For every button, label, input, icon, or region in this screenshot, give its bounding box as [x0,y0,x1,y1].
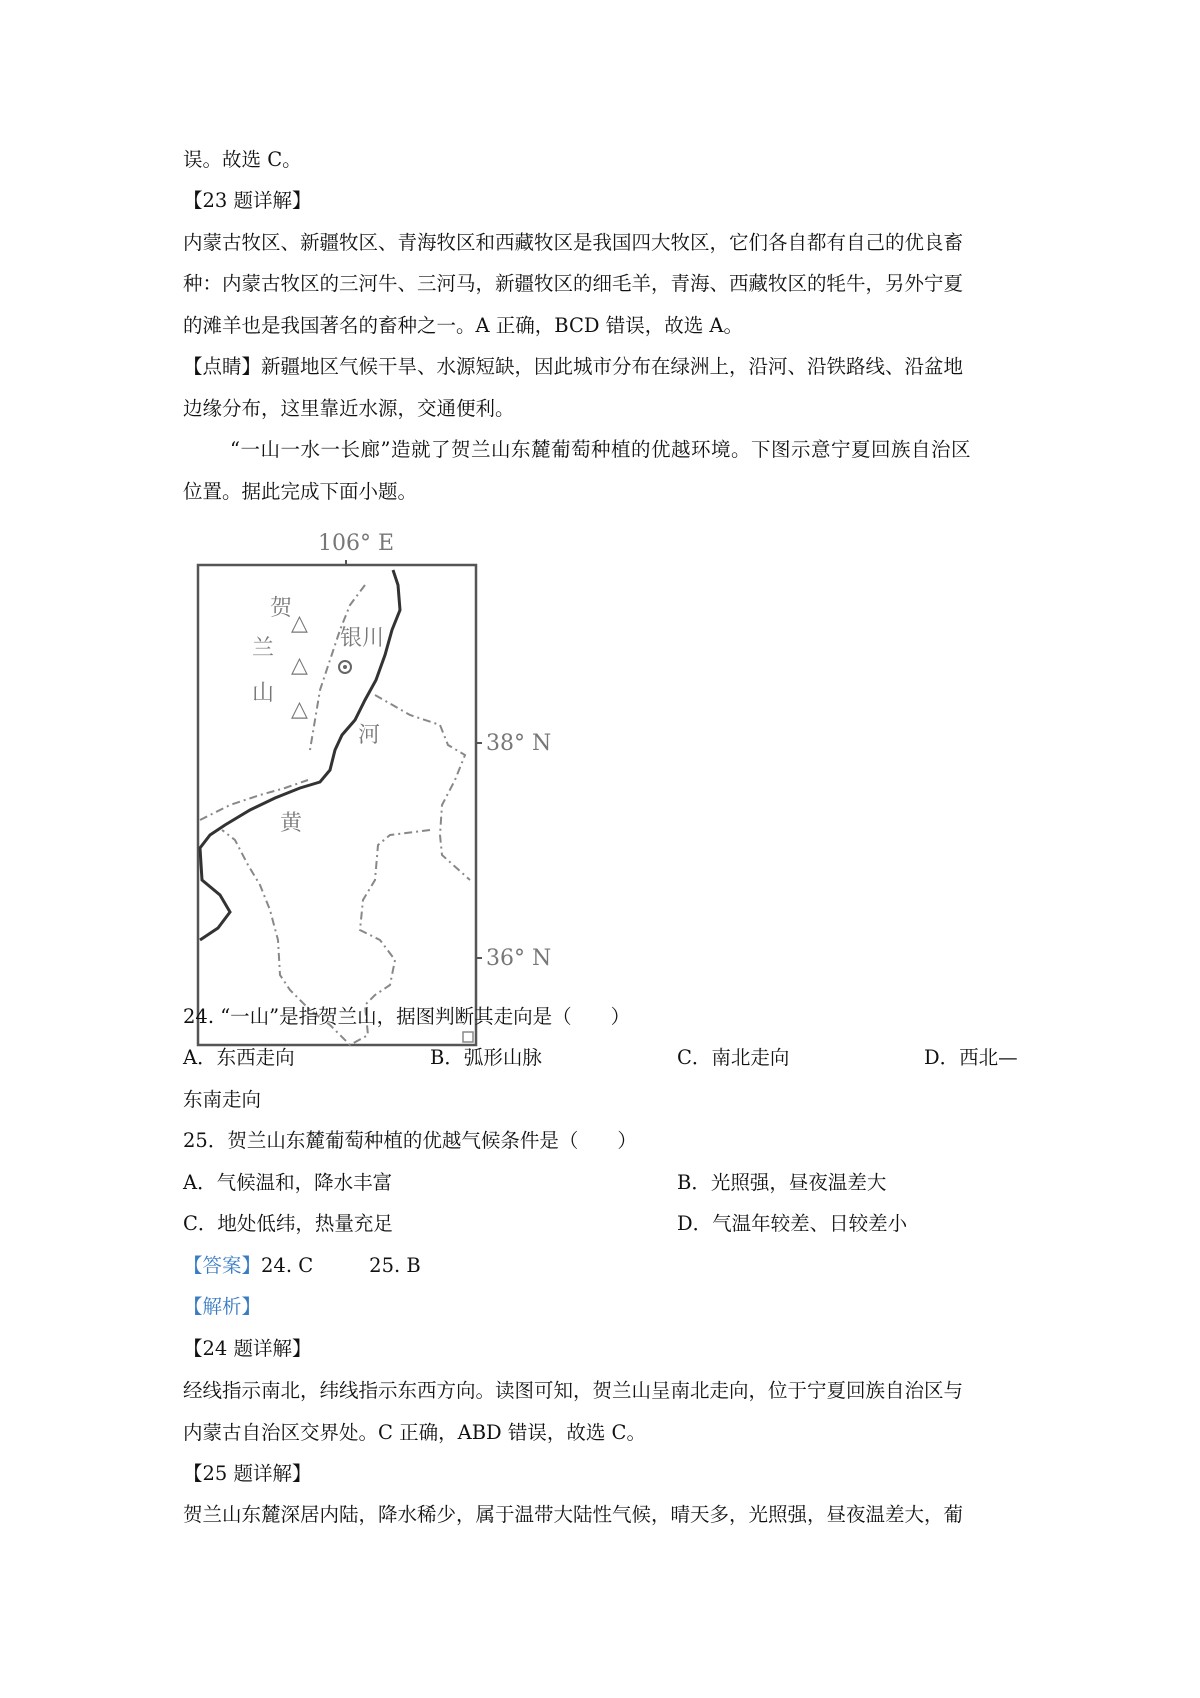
option-24-d: D．西北— [924,1046,1018,1069]
river-label: 河 [358,723,381,748]
section-heading-25: 【25 题详解】 [183,1462,312,1485]
question-24-stem: 24. “一山”是指贺兰山，据图判断其走向是（ ） [183,1005,631,1028]
section-heading-24: 【24 题详解】 [183,1337,312,1360]
text-line: 内蒙古自治区交界处。C 正确，ABD 错误，故选 C。 [183,1421,646,1444]
svg-text:△: △ [291,611,308,636]
text-line: 位置。据此完成下面小题。 [183,480,418,503]
option-25-d: D．气温年较差、日较差小 [677,1212,908,1235]
option-25-c: C．地处低纬，热量充足 [183,1212,393,1235]
text-line: 内蒙古牧区、新疆牧区、青海牧区和西藏牧区是我国四大牧区，它们各自都有自己的优良畜 [183,231,964,254]
option-25-a: A．气候温和，降水丰富 [183,1171,393,1194]
question-intro: “一山一水一长廊”造就了贺兰山东麓葡萄种植的优越环境。下图示意宁夏回族自治区 [230,438,971,461]
city-label: 银川 [340,626,385,651]
svg-text:△: △ [291,697,308,722]
question-25-stem: 25．贺兰山东麓葡萄种植的优越气候条件是（ ） [183,1129,637,1152]
answer-label: 【答案】 [183,1254,262,1277]
svg-text:△: △ [291,653,308,678]
river-label: 黄 [280,811,303,836]
answer-line [183,1254,421,1278]
text-line: 经线指示南北，纬线指示东西方向。读图可知，贺兰山呈南北走向，位于宁夏回族自治区与 [183,1379,964,1402]
option-24-c: C．南北走向 [677,1046,790,1069]
option-25-b: B．光照强，昼夜温差大 [677,1171,887,1194]
text-line: 的滩羊也是我国著名的畜种之一。A 正确，BCD 错误，故选 A。 [183,314,744,337]
latitude-38-label: 38° N [486,731,552,756]
answer-25: 25. B [369,1254,421,1277]
mountain-label: 兰 [252,636,275,661]
section-heading-23: 【23 题详解】 [183,189,312,212]
text-line: 误。故选 C。 [183,148,302,171]
text-line: 种：内蒙古牧区的三河牛、三河马，新疆牧区的细毛羊，青海、西藏牧区的牦牛，另外宁夏 [183,272,964,295]
longitude-label: 106° E [318,531,395,556]
ningxia-map [180,520,552,1060]
text-line: 贺兰山东麓深居内陆，降水稀少，属于温带大陆性气候，晴天多，光照强，昼夜温差大，葡 [183,1503,964,1526]
mountain-label: 贺 [270,596,293,621]
latitude-36-label: 36° N [486,946,552,971]
tip-line: 【点睛】新疆地区气候干旱、水源短缺，因此城市分布在绿洲上，沿河、沿铁路线、沿盆地 [183,355,964,378]
option-24-d-continued: 东南走向 [183,1088,262,1111]
mountain-label: 山 [252,681,275,706]
text-line: 边缘分布，这里靠近水源，交通便利。 [183,397,515,420]
analysis-label: 【解析】 [183,1295,262,1318]
option-24-b: B．弧形山脉 [430,1046,542,1069]
option-24-a: A．东西走向 [183,1046,295,1069]
answer-24: 24. C [261,1254,314,1277]
